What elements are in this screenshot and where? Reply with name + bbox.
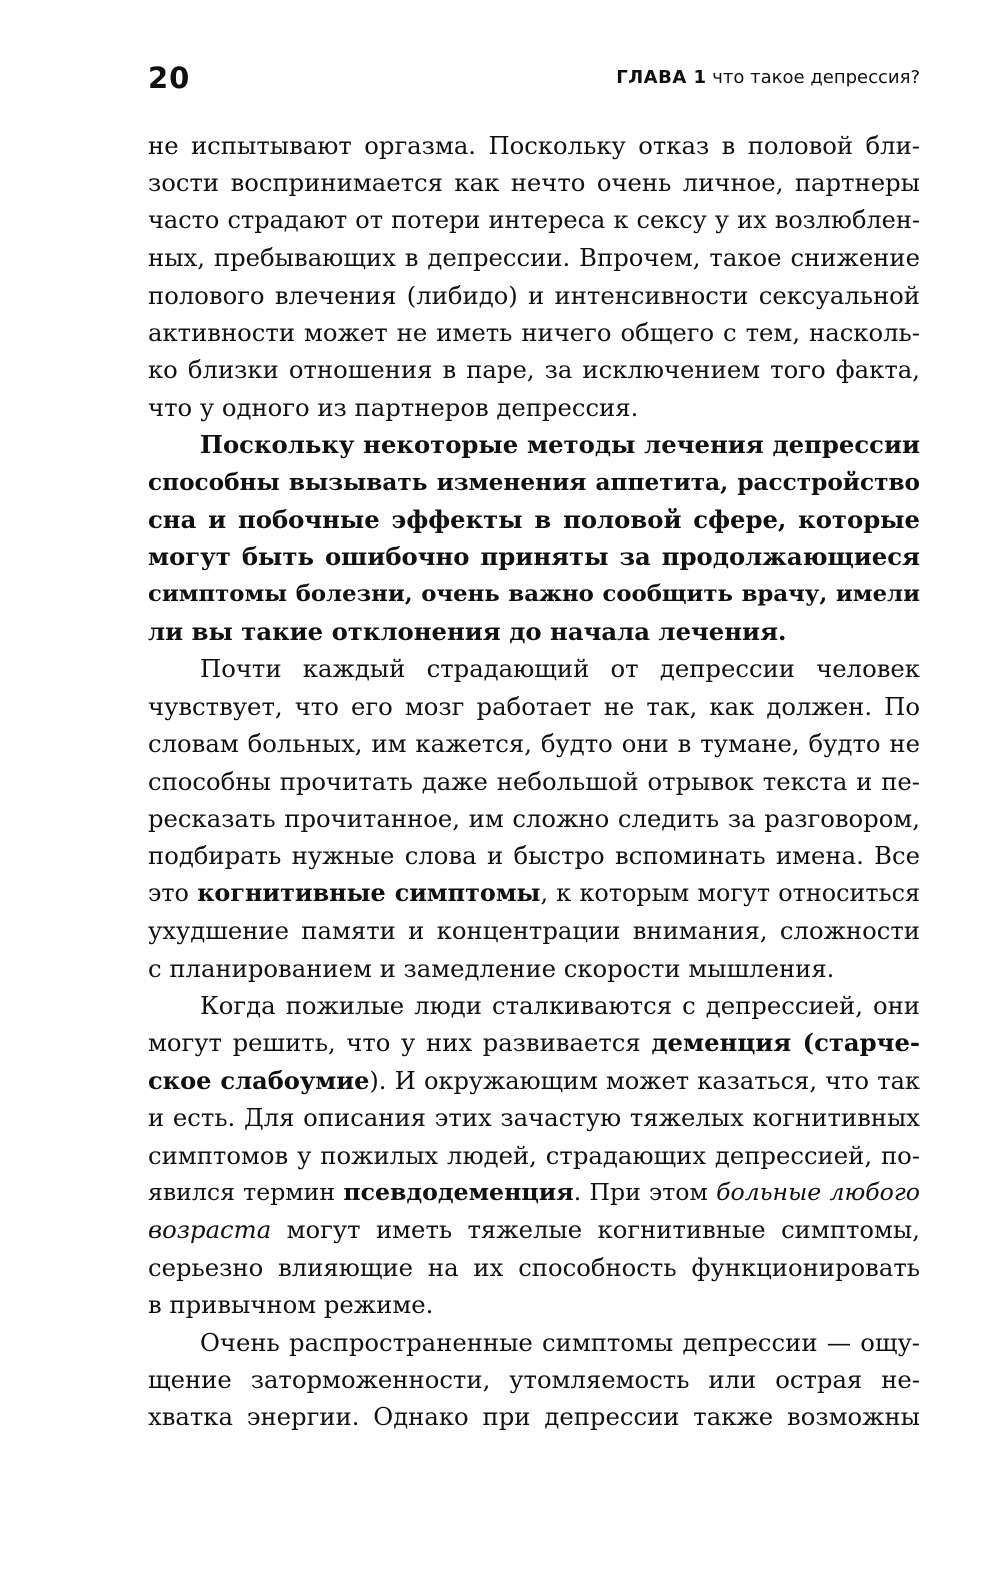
text-segment: ухудшение памяти и концентрации внимания, сложности: [148, 916, 920, 946]
text-segment: ресказать прочитанное, им сложно следить за разговором,: [148, 804, 920, 834]
text-line: [148, 164, 920, 201]
text-segment: Почти каждый страдающий от депрессии человек: [200, 654, 920, 684]
bold-text: когнитивные симптомы: [197, 878, 541, 907]
text-segment: способны прочитать даже небольшой отрывок текста и пе-: [148, 766, 920, 796]
italic-text: больные любого: [716, 1177, 920, 1206]
text-segment: могут иметь тяжелые когнитивные симптомы,: [271, 1215, 920, 1245]
text-line: [148, 837, 920, 874]
bold-text: ли вы такие отклонения до начала лечения.: [148, 617, 787, 647]
text-line: [148, 464, 920, 501]
text-segment: часто страдают от потери интереса к сексу у их возлюблен-: [148, 205, 920, 234]
text-segment: , к которым могут относиться: [540, 878, 921, 907]
text-segment: могут решить, что у них развивается: [148, 1028, 652, 1058]
bold-text: Поскольку некоторые методы лечения депрессии: [200, 430, 920, 460]
text-line: [148, 950, 920, 987]
text-segment: словам больных, им кажется, будто они в тумане, будто не: [148, 729, 920, 759]
text-segment: Очень распространенные симптомы депрессии — ощу-: [200, 1327, 920, 1357]
bold-text: могут быть ошибочно приняты за продолжающиеся: [148, 542, 920, 572]
italic-text: возраста: [148, 1215, 272, 1245]
text-line: [148, 613, 920, 650]
bold-text: псевдодеменция: [343, 1177, 574, 1206]
text-segment: подбирать нужные слова и быстро вспоминать имена. Все: [148, 841, 920, 871]
text-segment: симптомов у пожилых людей, страдающих депрессией, по-: [148, 1140, 920, 1170]
text-line: [148, 1398, 920, 1435]
text-segment: и есть. Для описания этих зачастую тяжелых когнитивных: [148, 1103, 920, 1133]
text-line: [148, 239, 920, 276]
text-line: [148, 1099, 920, 1136]
chapter-title: что такое депрессия?: [712, 67, 920, 88]
bold-text: симптомы болезни, очень важно сообщить врачу, имели: [148, 580, 920, 607]
running-head: [616, 62, 920, 94]
text-segment: серьезно влияющие на их способность функционировать: [148, 1252, 920, 1282]
chapter-label: ГЛАВА 1: [616, 67, 707, 88]
text-line: [148, 351, 920, 388]
text-segment: что у одного из партнеров депрессия.: [148, 392, 639, 422]
text-segment: ных, пребывающих в депрессии. Впрочем, такое снижение: [148, 243, 920, 273]
text-line: [148, 688, 920, 725]
text-line: [148, 800, 920, 837]
text-line: [148, 1024, 920, 1061]
text-line: [148, 1249, 920, 1286]
text-line: [148, 314, 920, 351]
text-line: [148, 1137, 920, 1174]
page-header: [148, 58, 920, 98]
text-line: [148, 912, 920, 949]
text-segment: полового влечения (либидо) и интенсивности сексуальной: [148, 280, 920, 310]
text-line: [148, 277, 920, 314]
text-segment: это: [148, 878, 198, 907]
bold-text: деменция (старче-: [651, 1028, 920, 1058]
text-line: [148, 987, 920, 1024]
text-line: [148, 1361, 920, 1398]
body-text: [148, 127, 920, 1436]
text-segment: в привычном режиме.: [148, 1290, 434, 1320]
text-line: [148, 725, 920, 762]
text-segment: щение заторможенности, утомляемость или острая не-: [148, 1364, 920, 1394]
page-number: 20: [148, 61, 191, 95]
bold-text: ское слабоумие: [148, 1065, 370, 1095]
text-segment: чувствует, что его мозг работает не так, как должен. По: [148, 691, 920, 721]
text-segment: не испытывают оргазма. Поскольку отказ в половой бли-: [148, 131, 920, 160]
text-line: [148, 875, 920, 912]
text-line: [148, 650, 920, 687]
bold-text: способны вызывать изменения аппетита, расстройство: [148, 468, 920, 496]
text-segment: ко близки отношения в паре, за исключением того факта,: [148, 355, 920, 385]
text-line: [148, 389, 920, 426]
text-segment: ). И окружающим может казаться, что так: [369, 1066, 920, 1095]
text-segment: с планированием и замедление скорости мышления.: [148, 953, 835, 983]
text-line: [148, 1062, 920, 1099]
text-line: [148, 127, 920, 164]
text-segment: зости воспринимается как нечто очень личное, партнеры: [148, 168, 920, 198]
text-line: [148, 763, 920, 800]
text-segment: явился термин: [148, 1177, 344, 1206]
text-line: [148, 1211, 920, 1248]
text-segment: . При этом: [573, 1177, 717, 1206]
text-segment: активности может не иметь ничего общего с тем, насколь-: [148, 317, 920, 347]
text-line: [148, 426, 920, 463]
text-line: [148, 501, 920, 538]
text-line: [148, 576, 920, 613]
text-segment: Когда пожилые люди сталкиваются с депрессией, они: [200, 990, 920, 1020]
text-line: [148, 538, 920, 575]
text-line: [148, 1174, 920, 1211]
text-segment: хватка энергии. Однако при депрессии также возможны: [148, 1402, 920, 1432]
text-line: [148, 1286, 920, 1323]
text-line: [148, 202, 920, 239]
bold-text: сна и побочные эффекты в половой сфере, которые: [148, 504, 920, 534]
text-line: [148, 1324, 920, 1361]
